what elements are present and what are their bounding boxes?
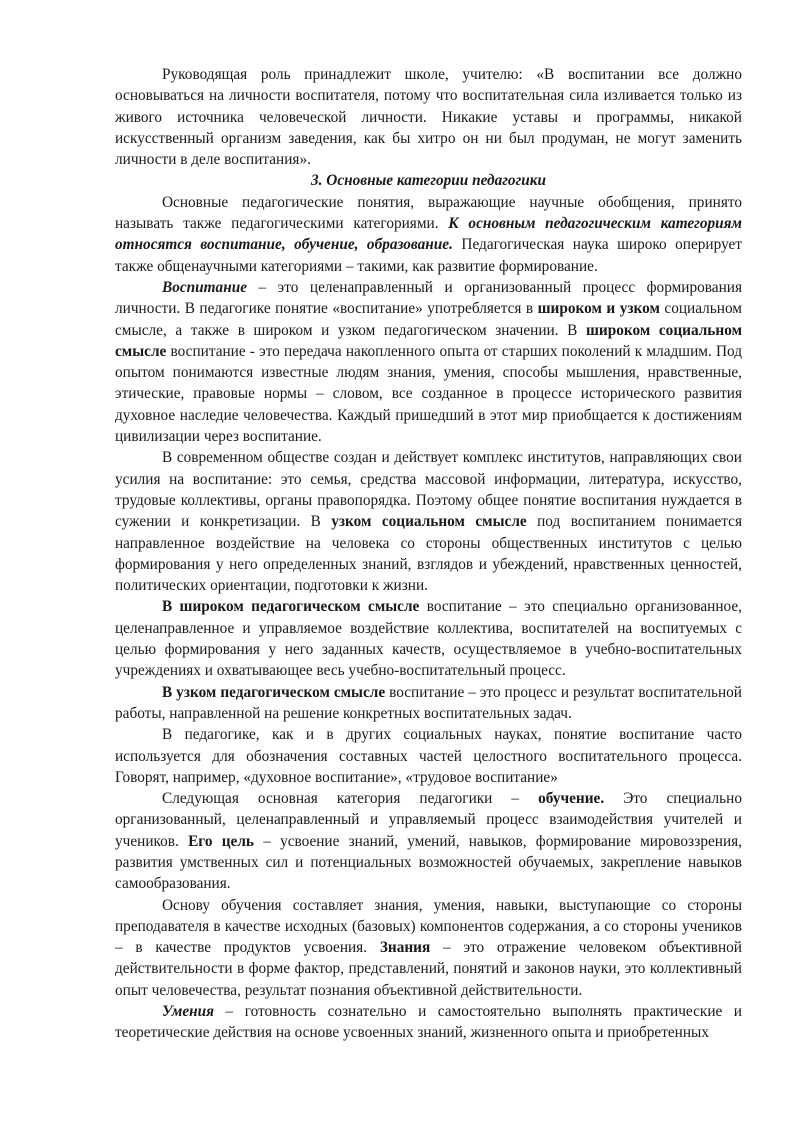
emphasis-run: В широком педагогическом смысле [162,598,420,616]
emphasis-run: К основным педагогическим категориям относятся воспитание, обучение, образование. [115,215,742,254]
emphasis-run: Знания [379,939,431,957]
text-run: – готовность сознательно и самостоятельно выполнять практические и теоретические действия на основе усвоенных знаний, жизненного опыта и приобретенных [115,1003,742,1042]
paragraph-6 [115,682,742,725]
text-run: Руководящая роль принадлежит школе, учителю: «В воспитании все должно основываться на личности воспитателя, потому что воспитательная сила изливается только из живого источника человеческой личности. Никакие уставы и программы, никакой искусственный организм заведения, как бы хитро он ни был продуман, не могут заменить личности в деле воспитания». [115,66,742,169]
text-run: социальном смысле, а также в широком и узком педагогическом значении. В [115,300,742,339]
paragraph-7 [115,724,742,788]
emphasis-run: Умения [162,1003,215,1021]
paragraph-9 [115,895,742,1001]
emphasis-run: Воспитание [162,278,247,296]
text-run: под воспитанием понимается направленное воздействие на человека со стороны общественных институтов с целью формирования у него определенных знаний, взглядов и убеждений, нравственных ценностей, политических ориентации, подготовки к жизни. [115,513,742,595]
emphasis-run: В узком педагогическом смысле [162,683,386,701]
emphasis-run: широком и узком [537,300,660,318]
text-run: Основу обучения составляет знания, умения, навыки, выступающие со стороны преподавателя в качестве исходных (базовых) компонентов содержания, а со стороны учеников – в качестве продуктов усвоения. [115,896,742,957]
text-run: – это целенаправленный и организованный процесс формирования личности. В педагогике понятие «воспитание» употребляется в [115,278,742,318]
emphasis-run: широком социальном смысле [115,321,742,360]
paragraph-8 [115,788,742,894]
section-heading: 3. Основные категории педагогики [311,172,546,190]
emphasis-run: узком социальном смысле [331,513,527,531]
text-run: Педагогическая наука широко оперирует также общенаучными категориями – такими, как развитие формирование. [115,236,742,275]
paragraph-4 [115,447,742,596]
emphasis-run: Его цель [188,832,254,850]
text-run: В педагогике, как и в других социальных науках, понятие воспитание часто используется для обозначения составных частей целостного воспитательного процесса. Говорят, например, «духовное воспитание», «трудовое воспитание» [115,726,742,786]
text-run: воспитание – это специально организованное, целенаправленное и управляемое воздействие коллектива, воспитателей на воспитуемых с целью формирования у него заданных качеств, осуществляемое в учебно-воспитательных учреждениях и охватывающее весь учебно-воспитательный процесс. [115,598,742,680]
text-run: Это специально организованный, целенаправленный и управляемый процесс взаимодействия учителей и учеников. [115,790,742,850]
text-run: В современном обществе создан и действует комплекс институтов, направляющих свои усилия на воспитание: это семья, средства массовой информации, литература, искусство, трудовые коллективы, органы правопорядка. Поэтому общее понятие воспитания нуждается в сужении и конкретизации. В [115,449,742,531]
paragraph-5 [115,596,742,681]
text-run: Следующая основная категория педагогики – [162,790,539,808]
paragraph-2 [115,192,742,277]
text-run: Основные педагогические понятия, выражающие научные обобщения, принято называть также педагогическими категориями. [115,193,742,233]
text-run: – это отражение человеком объективной действительности в форме фактор, представлений, понятий и законов науки, это коллективный опыт человечества, результат познания объективной действительности. [115,939,742,999]
text-run: воспитание – это процесс и результат воспитательной работы, направленной на решение конкретных воспитательных задач. [115,683,742,722]
emphasis-run: обучение. [538,790,605,808]
text-run: – усвоение знаний, умений, навыков, формирование мировоззрения, развития умственных сил и потенциальных возможностей обучаемых, закрепление навыков самообразования. [115,832,742,893]
paragraph-1 [115,64,742,170]
paragraph-10 [115,1001,742,1044]
paragraph-3 [115,277,742,447]
text-run: воспитание - это передача накопленного опыта от старших поколений к младшим. Под опытом понимаются известные людям знания, умения, способы мышления, нравственные, этические, правовые нормы – словом, все созданное в процессе исторического развития духовное наследие человечества. Каждый пришедший в этот мир приобщается к достижениям цивилизации через воспитание. [115,342,742,446]
